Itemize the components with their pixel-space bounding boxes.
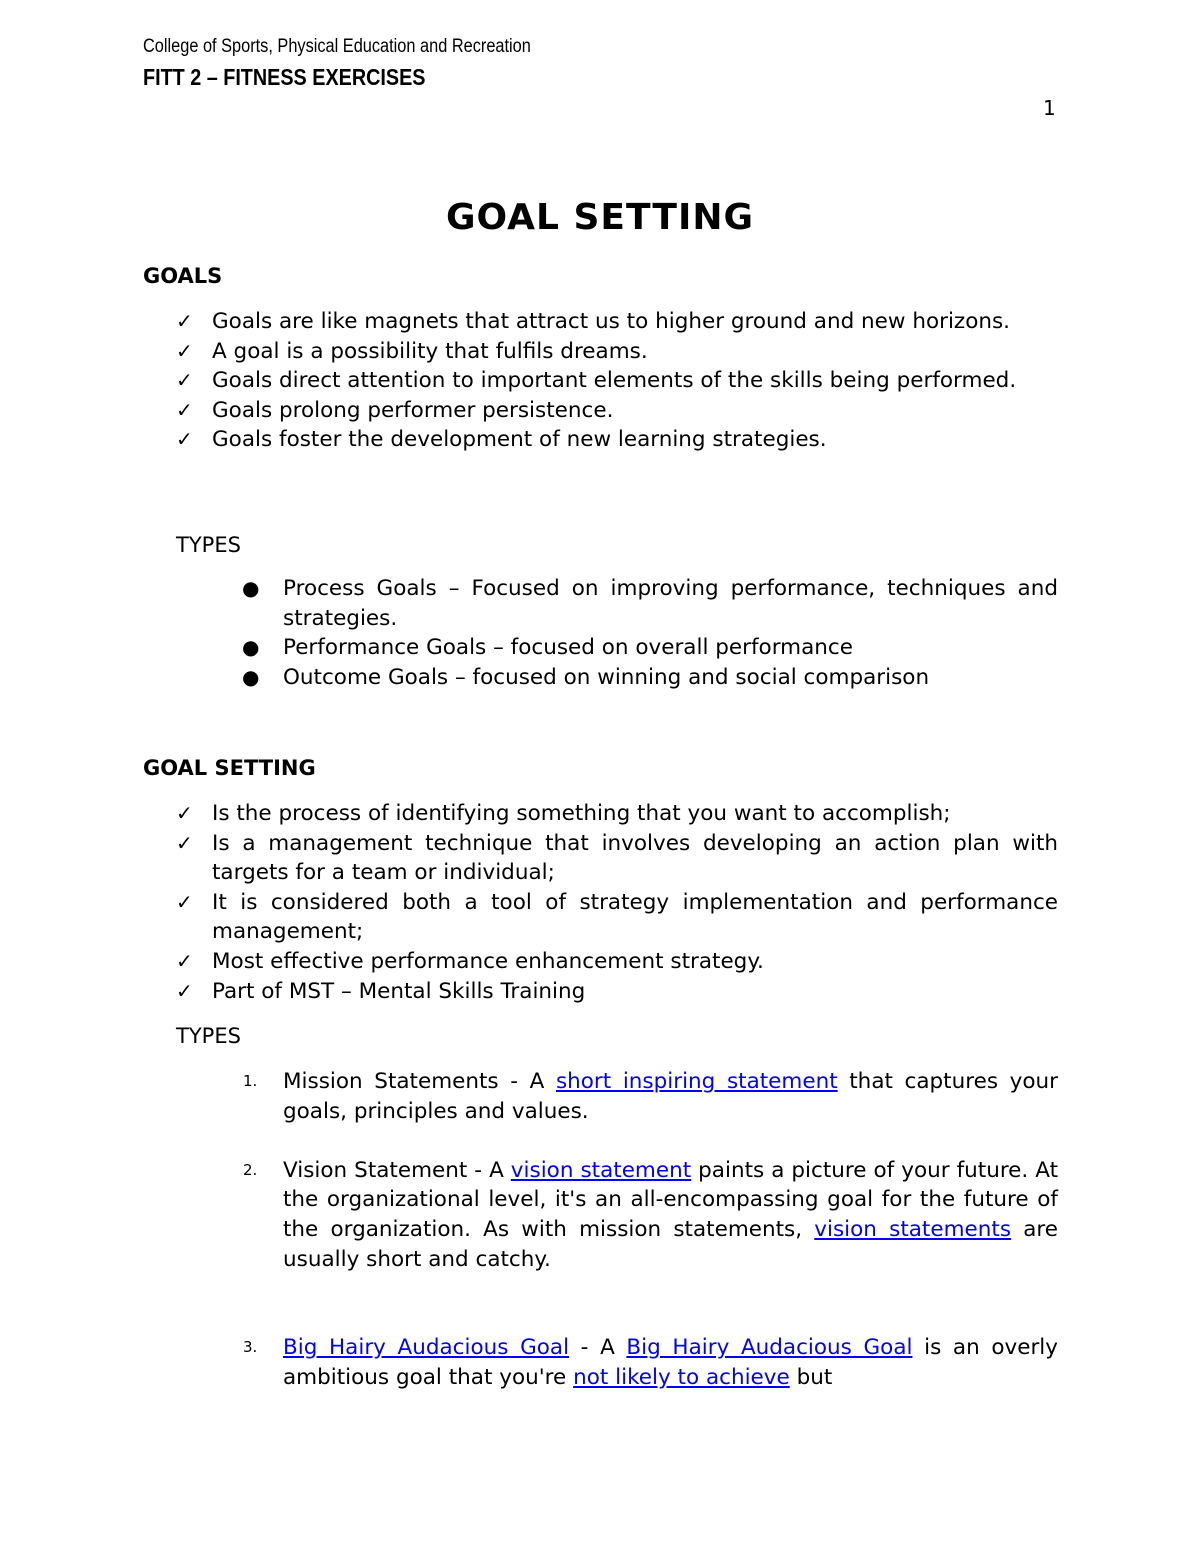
goal-types-list [0, 574, 1200, 692]
goals-types-label: TYPES [176, 533, 241, 557]
page-number: 1 [1043, 96, 1056, 120]
list-number: 2. [243, 1160, 258, 1179]
goals-list [0, 307, 1200, 455]
bullet-icon: ● [242, 664, 260, 689]
list-item: ● Outcome Goals – focused on winning and social comparison [0, 663, 1058, 693]
list-item: ✓ It is considered both a tool of strategy implementation and performance management; [176, 889, 1058, 945]
not-likely-to-achieve-link[interactable]: not likely to achieve [573, 1364, 790, 1390]
goal-setting-types-list [0, 1067, 1200, 1393]
checkmark-icon: ✓ [176, 801, 193, 825]
list-number: 3. [243, 1338, 258, 1357]
list-item: ● Process Goals – Focused on improving performance, techniques and strategies. [242, 576, 1058, 631]
list-item: ✓ Most effective performance enhancement strategy. [0, 947, 1058, 977]
big-hairy-audacious-goal-link-2[interactable]: Big Hairy Audacious Goal [626, 1335, 913, 1361]
bullet-icon: ● [242, 576, 260, 600]
checkmark-icon: ✓ [176, 948, 193, 973]
list-item: ✓ Is the process of identifying something that you want to accomplish; [0, 799, 1058, 829]
list-number: 1. [243, 1072, 258, 1090]
checkmark-icon: ✓ [176, 397, 193, 422]
list-item: ✓ A goal is a possibility that fulfils dreams. [0, 337, 1058, 367]
list-item: 1. Mission Statements - A short inspiring statement that captures your goals, principles and values. [243, 1069, 1058, 1124]
list-item: ✓ Goals prolong performer persistence. [0, 396, 1058, 426]
checkmark-icon: ✓ [176, 368, 193, 393]
goals-heading: GOALS [143, 264, 223, 288]
checkmark-icon: ✓ [176, 427, 193, 452]
vision-statements-link[interactable]: vision statements [814, 1216, 1012, 1242]
big-hairy-audacious-goal-link[interactable]: Big Hairy Audacious Goal [283, 1335, 570, 1361]
goal-setting-heading: GOAL SETTING [143, 756, 316, 780]
document-title: GOAL SETTING [445, 197, 755, 238]
checkmark-icon: ✓ [176, 978, 193, 1003]
list-item: 2. Vision Statement - A vision statement paints a picture of your future. At the organizational level, it's an all-encompassing goal for the future of the organization. As with mission statements, vision statements are usually short and catchy. [243, 1157, 1059, 1272]
list-item: ✓ Goals foster the development of new learning strategies. [0, 425, 1058, 455]
list-item: ✓ Goals direct attention to important elements of the skills being performed. [0, 366, 1058, 396]
list-item: 3. Big Hairy Audacious Goal - A Big Hairy Audacious Goal is an overly ambitious goal that you're not likely to achieve but [243, 1335, 1058, 1390]
checkmark-icon: ✓ [176, 830, 193, 855]
short-inspiring-statement-link[interactable]: short inspiring statement [555, 1069, 838, 1094]
list-item: ✓ Part of MST – Mental Skills Training [0, 977, 1058, 1007]
goal-setting-list [0, 799, 1200, 1006]
list-item: ● Performance Goals – focused on overall performance [0, 633, 1058, 663]
checkmark-icon: ✓ [176, 889, 193, 914]
list-item: ✓ Goals are like magnets that attract us to higher ground and new horizons. [0, 307, 1058, 337]
college-name: College of Sports, Physical Education and Recreation [143, 36, 531, 57]
checkmark-icon: ✓ [176, 309, 193, 333]
vision-statement-link[interactable]: vision statement [510, 1157, 692, 1183]
course-title: FITT 2 – FITNESS EXERCISES [143, 64, 426, 90]
checkmark-icon: ✓ [176, 338, 193, 363]
bullet-icon: ● [242, 635, 260, 660]
list-item: ✓ Is a management technique that involves developing an action plan with targets for a team or individual; [176, 830, 1058, 886]
goal-setting-types-label: TYPES [176, 1024, 241, 1048]
